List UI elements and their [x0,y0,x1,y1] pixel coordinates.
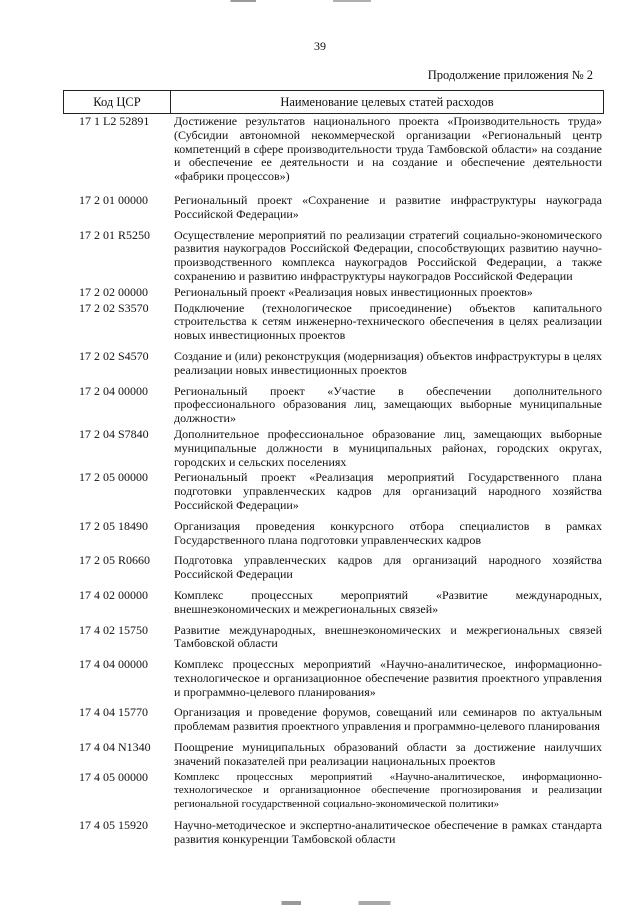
table-row [63,771,604,812]
table-row [63,471,604,512]
table-row [63,350,604,378]
row-code: 17 4 04 15770 [79,705,148,720]
row-name: Дополнительное профессиональное образование лиц, замещающих выборные муниципальные должности в муниципальных районах, городских округах, городских и сельских поселениях [174,426,602,469]
table-row [63,554,604,582]
table-row [63,658,604,699]
row-name: Комплекс процессных мероприятий «Научно-аналитическое, информационно-технологическое и организационное обеспечение прогнозирования и реализации региональной государственной социально-экономической политики» [174,770,602,811]
scan-edge-bottom [0,901,640,905]
row-code: 17 4 04 N1340 [79,740,151,755]
row-name: Региональный проект «Сохранение и развитие инфраструктуры наукограда Российской Федерации» [174,192,602,221]
header-name: Наименование целевых статей расходов [280,94,494,109]
row-code: 17 2 05 00000 [79,470,148,485]
row-name: Поощрение муниципальных образований области за достижение наилучших значений показателей при реализации национальных проектов [174,740,602,768]
row-code: 17 2 01 00000 [79,192,148,207]
row-name: Организация и проведение форумов, совещаний или семинаров по актуальным проблемам развития проектного управления и программно-целевого планирования [174,705,602,734]
row-name: Осуществление мероприятий по реализации стратегий социально-экономического развития наукоградов Российской Федерации, способствующих развитию научно-производственного комплекса наукоградов Российской Федерации, а также сохранению и развитию инфраструктуры наукоградов Российской Федерации [174,227,602,283]
table-body [63,115,604,847]
table-row [63,589,604,617]
row-code: 17 4 04 00000 [79,657,148,672]
row-code: 17 2 05 18490 [79,518,148,533]
table-header [63,90,604,114]
table-row [63,302,604,343]
row-name: Региональный проект «Участие в обеспечении дополнительного профессионального образования лиц, замещающих выборные муниципальные должности» [174,383,602,426]
row-name: Региональный проект «Реализация новых инвестиционных проектов» [174,284,533,299]
row-name: Достижение результатов национального проекта «Производительность труда» (Субсидии автономной некоммерческой организации «Региональный центр компетенций в сфере производительности труда Тамбовской области» на создание и обеспечение ее деятельности и на создание и обеспечение деятельности «фабрики процессов») [174,114,602,184]
row-name: Создание и (или) реконструкция (модернизация) объектов инфраструктуры в целях реализации новых инвестиционных проектов [174,348,602,377]
row-name: Региональный проект «Реализация мероприятий Государственного плана подготовки управленческих кадров для организаций народного хозяйства Российской Федерации» [174,470,602,512]
row-code: 17 2 02 S4570 [79,348,149,363]
row-code: 17 4 02 15750 [79,622,148,637]
row-code: 17 4 02 00000 [79,587,148,602]
row-name: Подключение (технологическое присоединение) объектов капитального строительства к сетям инженерно-технического обеспечения в целях реализации новых инвестиционных проектов [174,300,602,343]
page-number: 39 [314,39,326,53]
table-row [63,385,604,426]
row-code: 17 2 02 S3570 [79,300,149,315]
table-row [63,115,604,184]
continuation-label: Продолжение приложения № 2 [427,68,593,82]
table-row [63,229,604,284]
row-name: Организация проведения конкурсного отбора специалистов в рамках Государственного плана подготовки управленческих кадров [174,518,602,547]
row-code: 17 4 05 15920 [79,818,148,833]
table-row [63,819,604,847]
row-name: Подготовка управленческих кадров для организаций народного хозяйства Российской Федерации [174,553,602,582]
row-code: 17 2 04 S7840 [79,426,149,441]
table-row [63,741,604,769]
row-code: 17 2 01 R5250 [79,227,151,242]
row-name: Комплекс процессных мероприятий «Научно-аналитическое, информационно-технологическое и организационное обеспечение развития проектного управления и программно-целевого планирования» [174,657,602,699]
row-name: Развитие международных, внешнеэкономических и межрегиональных связей Тамбовской области [174,622,602,651]
row-code: 17 2 02 00000 [79,284,148,299]
row-code: 17 2 04 00000 [79,383,148,398]
table-row [63,286,604,300]
table-row [63,428,604,469]
row-code: 17 4 05 00000 [79,769,148,784]
scan-edge-top [0,0,640,2]
table-row [63,194,604,222]
table-row [63,624,604,652]
row-name: Комплекс процессных мероприятий «Развитие международных, внешнеэкономических и межрегиональных связей» [174,587,602,616]
row-name: Научно-методическое и экспертно-аналитическое обеспечение в рамках стандарта развития конкуренции Тамбовской области [174,818,602,846]
table-row [63,520,604,548]
table-row [63,706,604,734]
row-code: 17 2 05 R0660 [79,553,151,568]
row-code: 17 1 L2 52891 [79,114,150,128]
header-code: Код ЦСР [64,91,171,113]
